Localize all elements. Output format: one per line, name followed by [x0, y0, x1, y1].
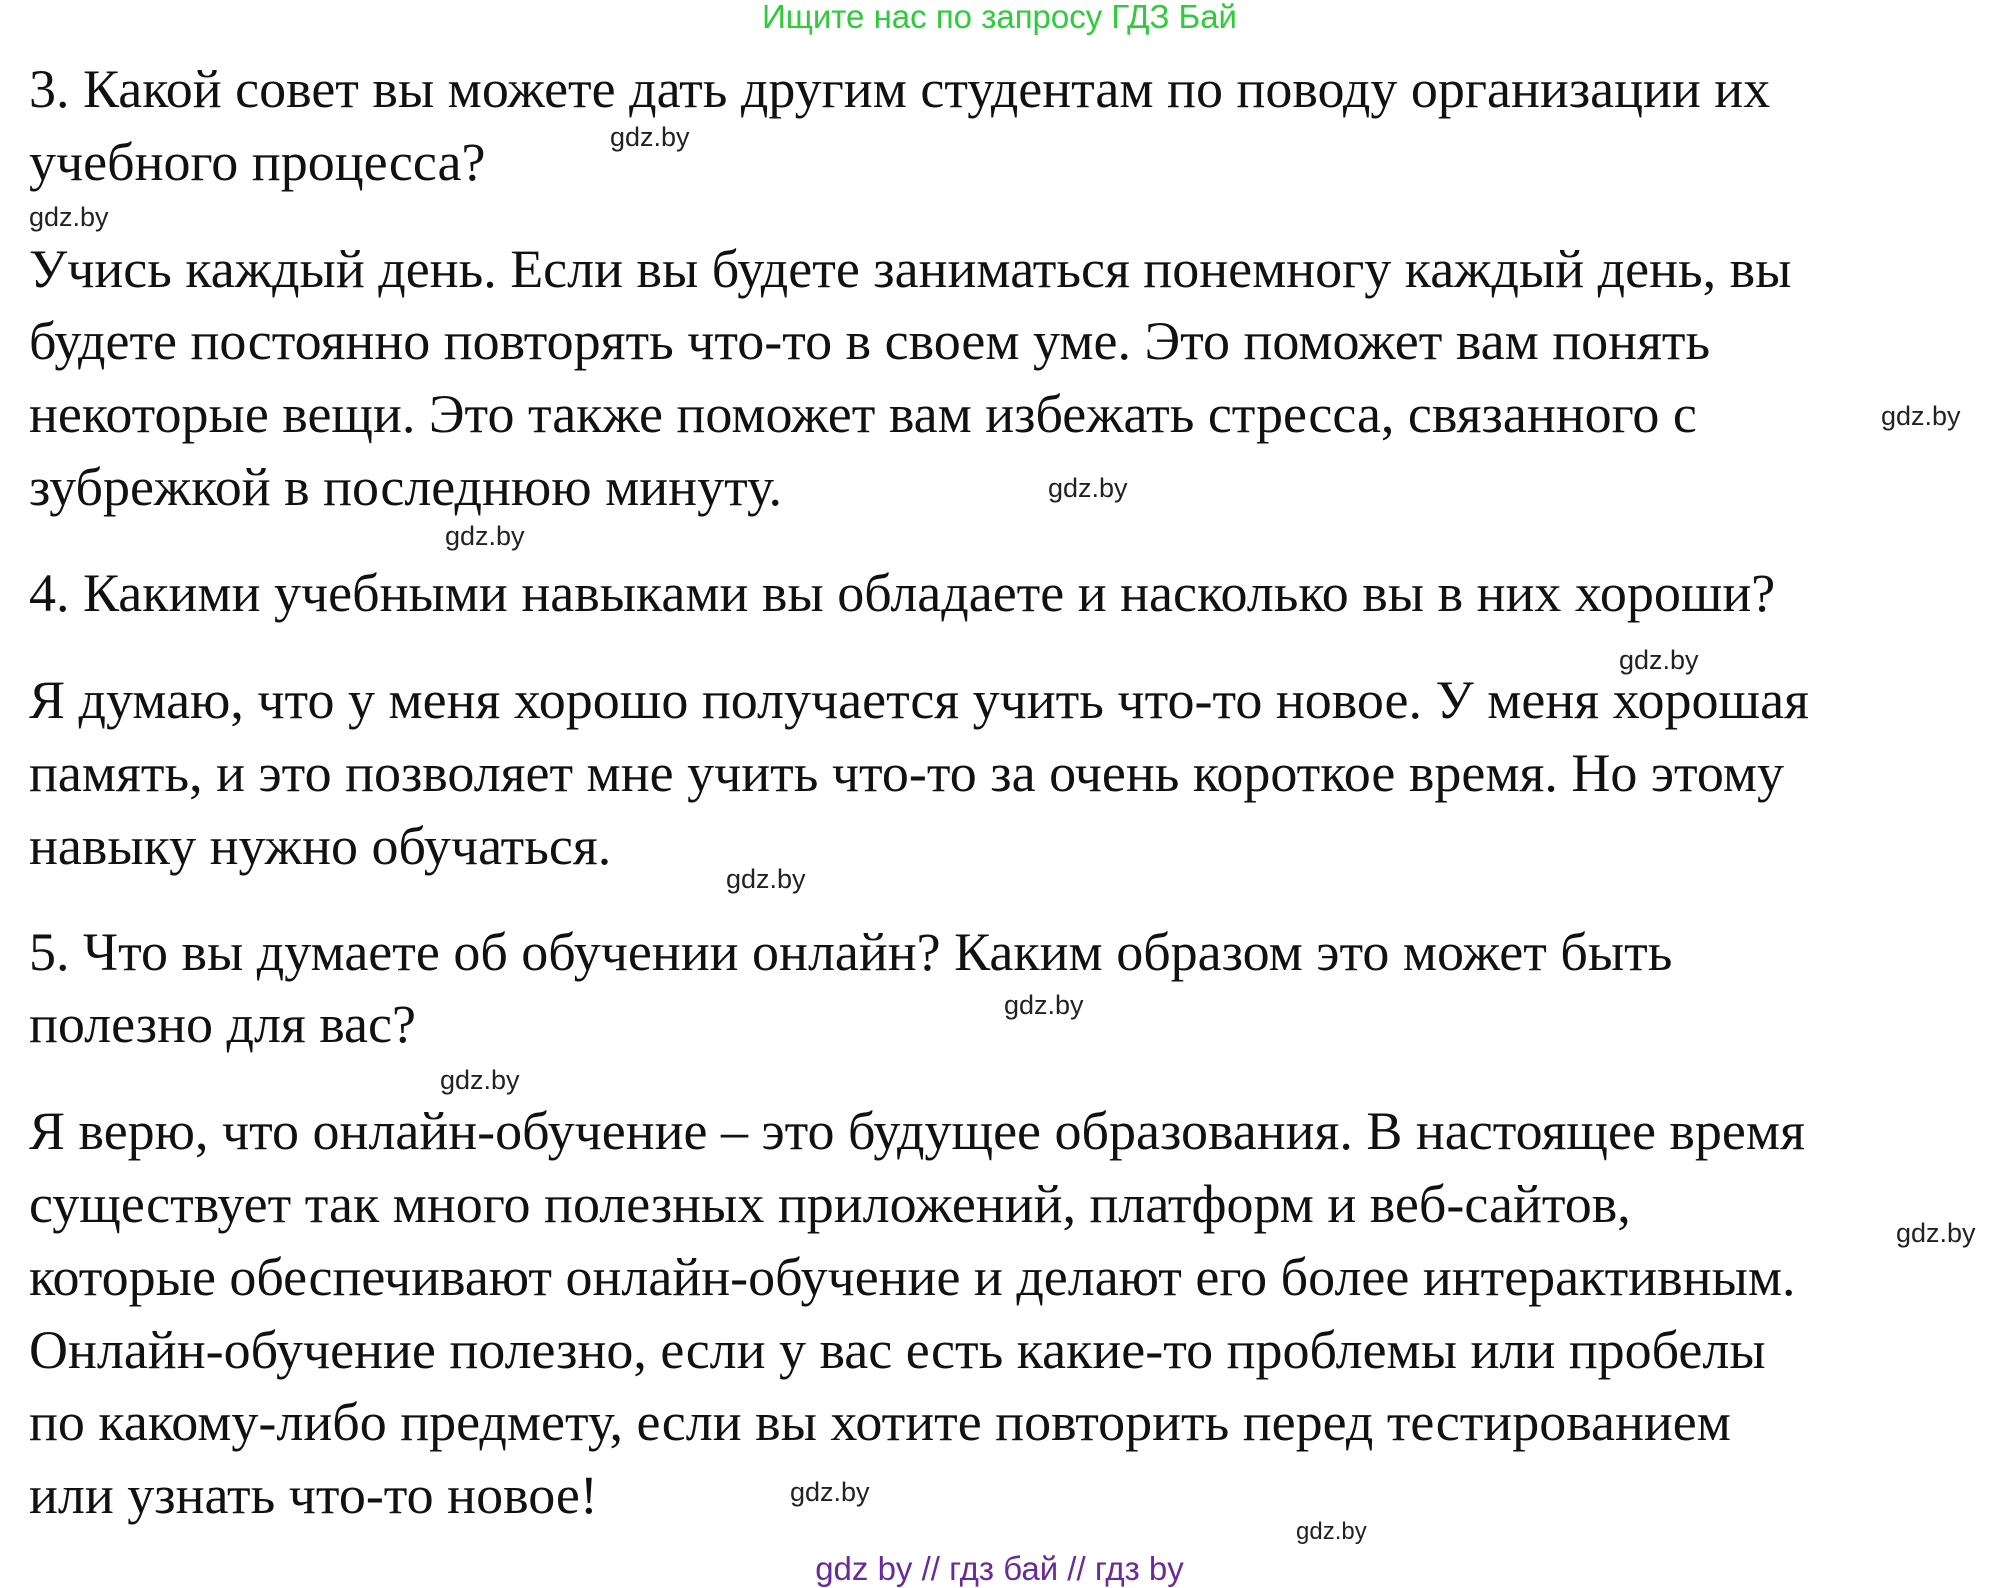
answer-4-line-2: память, и это позволяет мне учить что-то за очень короткое время. Но этому: [29, 743, 1785, 803]
watermark: gdz.by: [29, 202, 109, 232]
answer-5-line-4: Онлайн-обучение полезно, если у вас есть какие-то проблемы или пробелы: [29, 1320, 1766, 1380]
watermark: gdz.by: [610, 122, 690, 152]
watermark: gdz.by: [445, 521, 525, 551]
watermark: gdz.by: [1619, 645, 1699, 675]
question-5-line-1: 5. Что вы думаете об обучении онлайн? Каким образом это может быть: [29, 922, 1673, 982]
watermark: gdz.by: [1296, 1518, 1367, 1545]
watermark: gdz.by: [1004, 990, 1084, 1020]
watermark: gdz.by: [726, 864, 806, 894]
watermark: gdz.by: [1048, 473, 1128, 503]
watermark: gdz.by: [1881, 401, 1961, 431]
answer-5-line-5: по какому-либо предмету, если вы хотите повторить перед тестированием: [29, 1392, 1731, 1452]
question-5-line-2: полезно для вас?: [29, 994, 416, 1054]
answer-4-line-1: Я думаю, что у меня хорошо получается учить что-то новое. У меня хорошая: [29, 670, 1809, 730]
watermark: gdz.by: [790, 1477, 870, 1507]
answer-5-line-1: Я верю, что онлайн-обучение – это будущее образования. В настоящее время: [29, 1101, 1805, 1161]
answer-5-line-6: или узнать что-то новое!: [29, 1465, 598, 1525]
answer-4-line-3: навыку нужно обучаться.: [29, 816, 612, 876]
answer-3-line-4: зубрежкой в последнюю минуту.: [29, 457, 783, 517]
search-hint-banner: Ищите нас по запросу ГДЗ Бай: [762, 0, 1237, 35]
question-3-line-2: учебного процесса?: [29, 132, 486, 192]
question-4-line-1: 4. Какими учебными навыками вы обладаете и насколько вы в них хороши?: [29, 563, 1776, 623]
answer-3-line-3: некоторые вещи. Это также поможет вам избежать стресса, связанного с: [29, 384, 1697, 444]
answer-3-line-2: будете постоянно повторять что-то в своем уме. Это поможет вам понять: [29, 311, 1711, 371]
watermark: gdz.by: [440, 1065, 520, 1095]
question-3-line-1: 3. Какой совет вы можете дать другим студентам по поводу организации их: [29, 59, 1771, 119]
answer-5-line-2: существует так много полезных приложений, платформ и веб-сайтов,: [29, 1174, 1631, 1234]
answer-3-line-1: Учись каждый день. Если вы будете заниматься понемногу каждый день, вы: [29, 239, 1792, 299]
answer-5-line-3: которые обеспечивают онлайн-обучение и делают его более интерактивным.: [29, 1247, 1796, 1307]
site-footer: gdz by // гдз бай // гдз by: [815, 1550, 1184, 1587]
watermark: gdz.by: [1896, 1218, 1976, 1248]
